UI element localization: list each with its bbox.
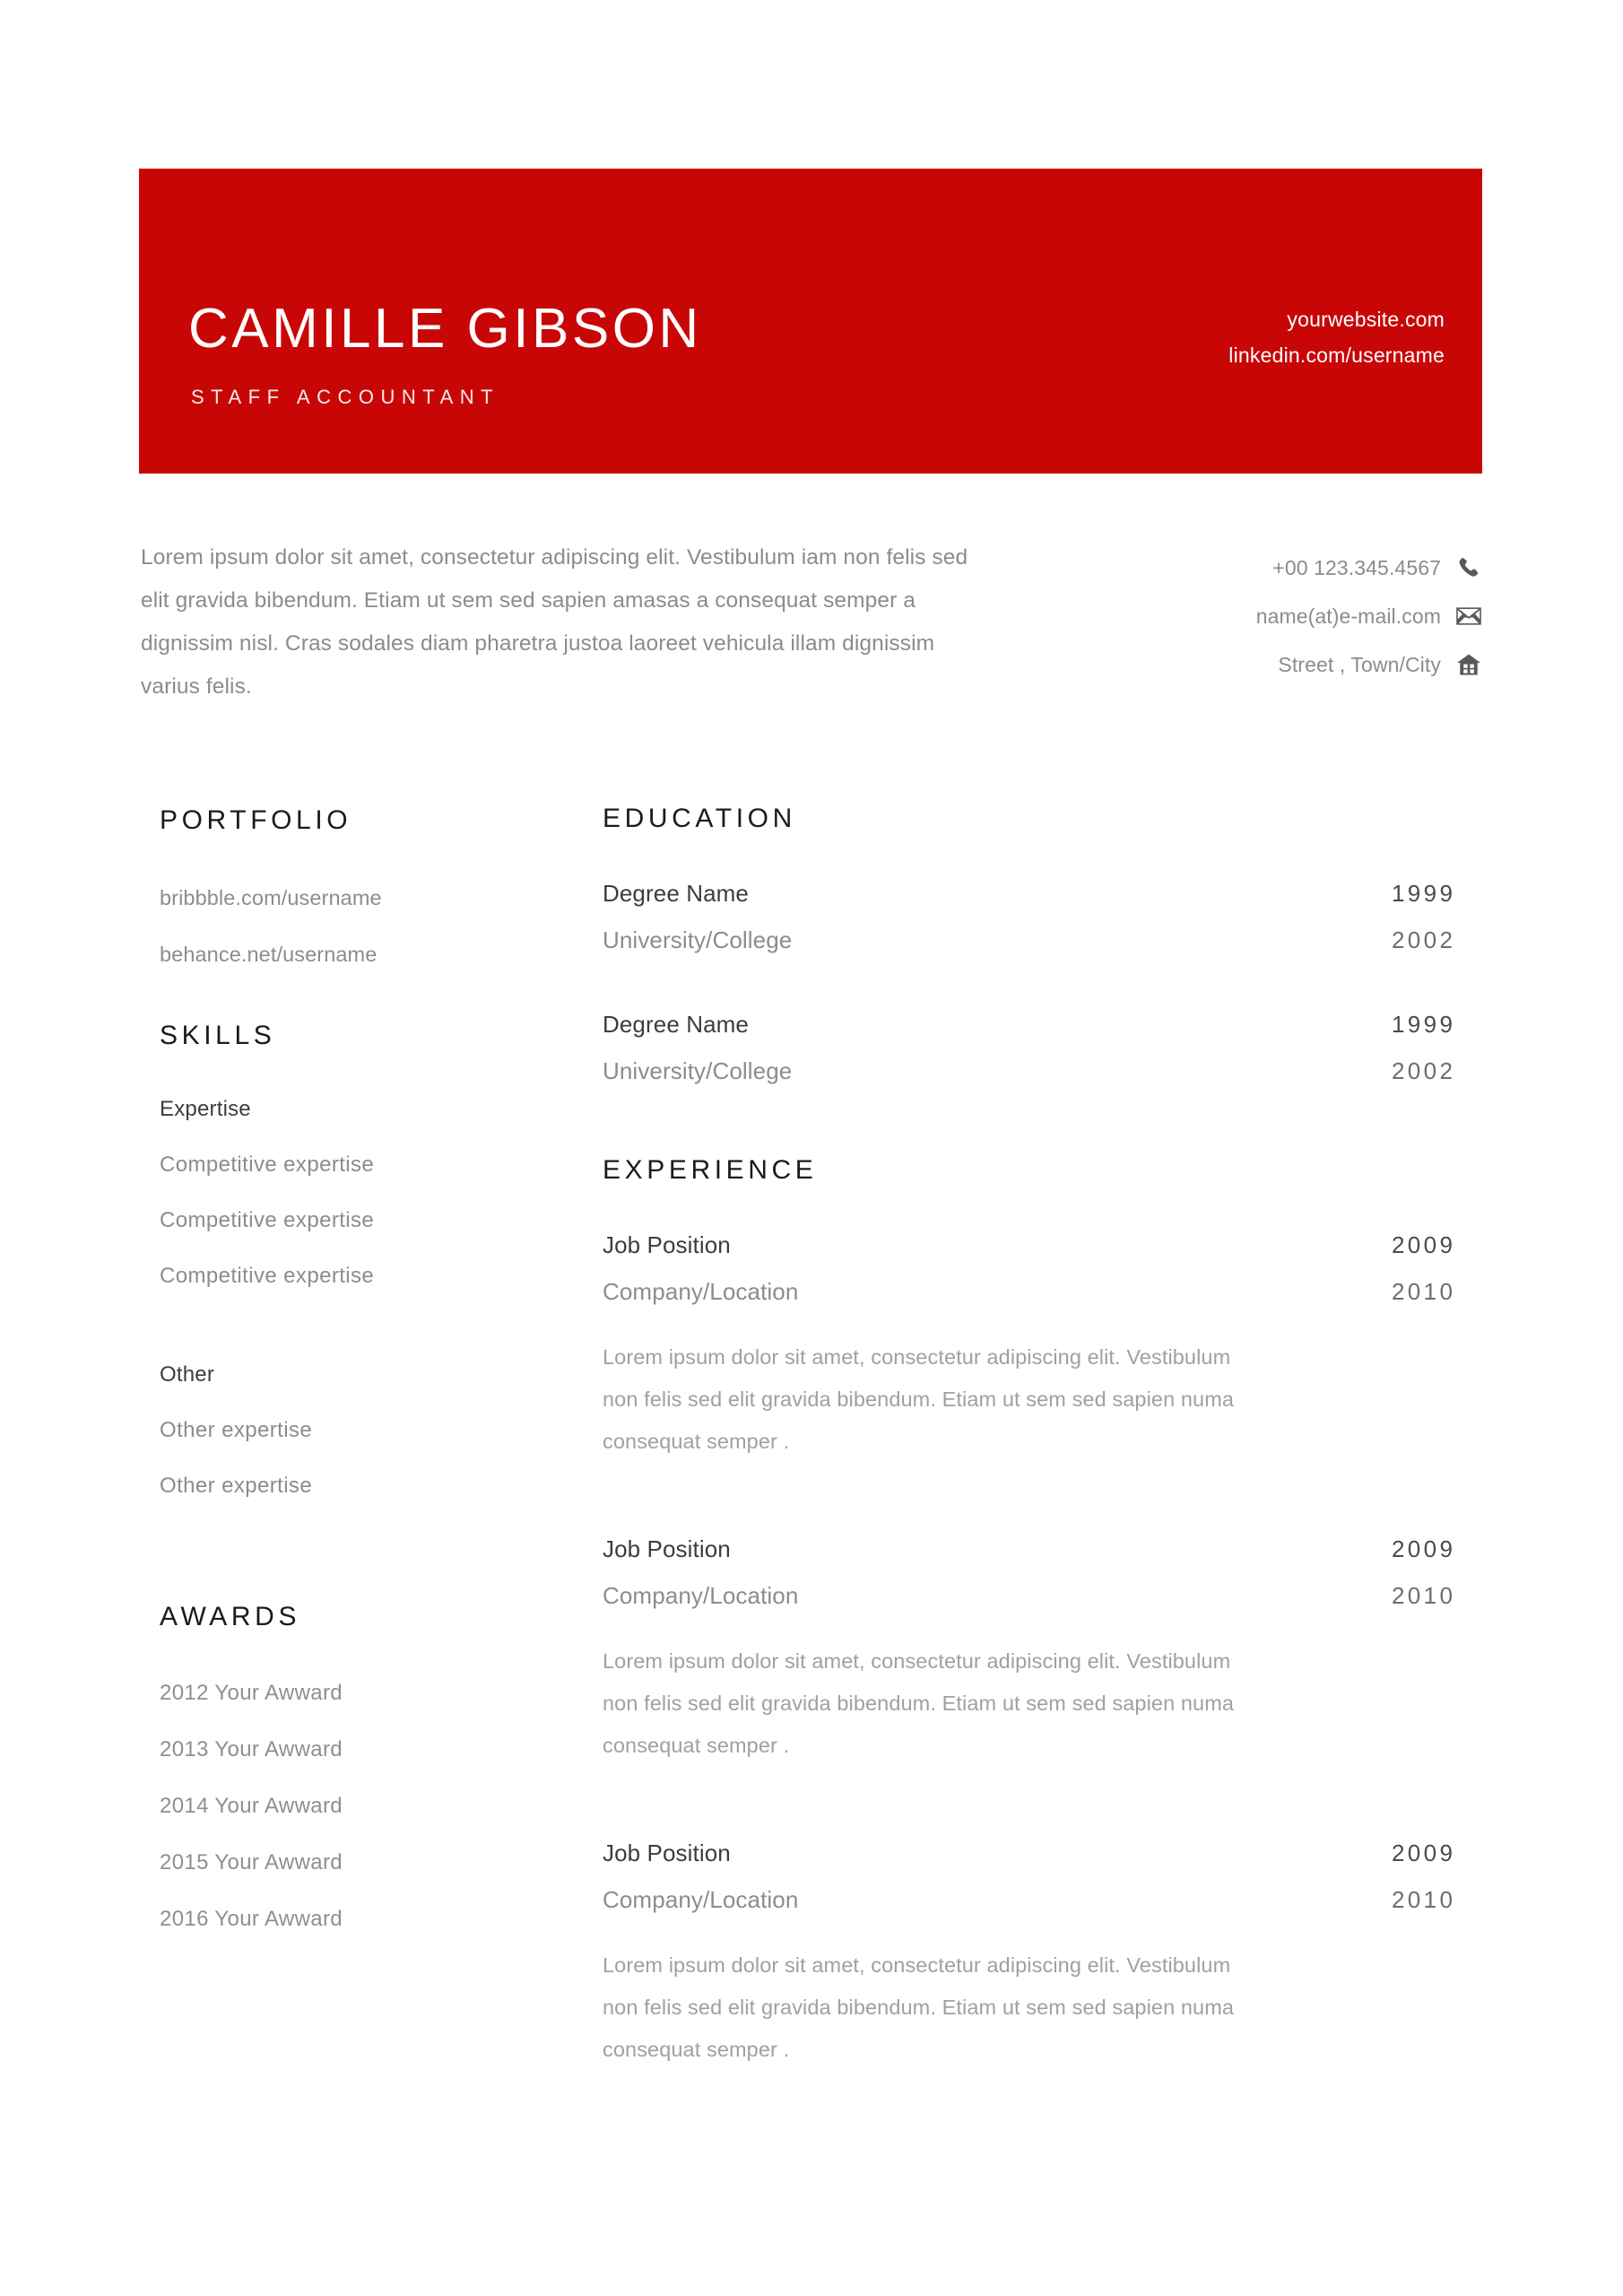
section-title-awards: AWARDS: [160, 1602, 301, 1631]
header-banner: [139, 169, 1482, 474]
degree-name: Degree Name: [603, 880, 749, 907]
entry-row-primary: [603, 1222, 1456, 1268]
contact-row-phone: [1106, 544, 1482, 592]
entry-year-start: 2009: [1391, 1839, 1456, 1866]
entry-row-primary: [603, 1001, 1456, 1048]
section-title-experience: EXPERIENCE: [603, 1155, 818, 1185]
entry-year-start: 2009: [1391, 1231, 1456, 1258]
experience-entry-list: [603, 1222, 1456, 2071]
experience-entry: [603, 1222, 1456, 1463]
entry-year-end: 2002: [1391, 1057, 1456, 1084]
list-item: 2016 Your Awward: [160, 1907, 343, 1931]
entry-year-start: 1999: [1391, 880, 1456, 907]
list-item: 2014 Your Awward: [160, 1794, 343, 1818]
degree-name: Degree Name: [603, 1011, 749, 1038]
right-column: [603, 804, 1456, 2109]
job-position: Job Position: [603, 1231, 731, 1258]
company-location: Company/Location: [603, 1582, 799, 1609]
skills-group-expertise: [160, 1082, 545, 1304]
job-position: Job Position: [603, 1839, 731, 1866]
job-description: Lorem ipsum dolor sit amet, consectetur adipiscing elit. Vestibulum non felis sed elit gravida bibendum. Etiam ut sem sed sapien numa consequat semper .: [603, 1953, 1235, 2061]
left-column: [160, 807, 545, 1947]
candidate-name: CAMILLE GIBSON: [188, 298, 702, 360]
email-address: name(at)e-mail.com: [1255, 604, 1441, 628]
entry-year-start: 2009: [1391, 1535, 1456, 1562]
education-entry-list: [603, 870, 1456, 1094]
list-item: 2015 Your Awward: [160, 1850, 343, 1874]
entry-row-secondary: [603, 917, 1456, 963]
list-item: Competitive expertise: [160, 1264, 375, 1288]
envelope-icon: [1455, 603, 1482, 630]
skill-group-label: Expertise: [160, 1097, 251, 1121]
candidate-job-title: STAFF ACCOUNTANT: [191, 386, 500, 408]
list-item[interactable]: behance.net/username: [160, 943, 378, 966]
list-item[interactable]: bribbble.com/username: [160, 886, 382, 909]
entry-row-primary: [603, 1830, 1456, 1876]
entry-year-end: 2002: [1391, 926, 1456, 953]
contact-row-email: [1106, 592, 1482, 640]
entry-row-secondary: [603, 1572, 1456, 1619]
skills-group-other: [160, 1347, 545, 1514]
list-item: Competitive expertise: [160, 1152, 375, 1177]
entry-row-secondary: [603, 1048, 1456, 1094]
awards-list: [160, 1665, 545, 1947]
section-title-portfolio: PORTFOLIO: [160, 805, 352, 835]
website-link[interactable]: yourwebsite.com: [1287, 308, 1445, 331]
experience-entry: [603, 1830, 1456, 2071]
institution-name: University/College: [603, 1057, 793, 1084]
company-location: Company/Location: [603, 1886, 799, 1913]
entry-year-start: 1999: [1391, 1011, 1456, 1038]
contact-block: [1106, 544, 1482, 689]
entry-year-end: 2010: [1391, 1278, 1456, 1305]
contact-row-address: [1106, 640, 1482, 689]
job-description: Lorem ipsum dolor sit amet, consectetur adipiscing elit. Vestibulum non felis sed elit gravida bibendum. Etiam ut sem sed sapien numa consequat semper .: [603, 1345, 1235, 1453]
phone-number: +00 123.345.4567: [1272, 555, 1441, 579]
list-item: 2012 Your Awward: [160, 1681, 343, 1705]
education-entry: [603, 1001, 1456, 1094]
entry-year-end: 2010: [1391, 1886, 1456, 1913]
phone-icon: [1455, 554, 1482, 581]
section-title-skills: SKILLS: [160, 1021, 276, 1050]
entry-row-primary: [603, 1526, 1456, 1572]
entry-row-secondary: [603, 1876, 1456, 1923]
job-position: Job Position: [603, 1535, 731, 1562]
header-links: [1228, 301, 1445, 373]
profile-summary: Lorem ipsum dolor sit amet, consectetur adipiscing elit. Vestibulum iam non felis sed elit gravida bibendum. Etiam ut sem sed sapien amasas a consequat semper a dignissim nisl. Cras sodales diam pharetra justoa laoreet vehicula illam dignissim varius felis.: [141, 545, 968, 699]
building-icon: [1455, 651, 1482, 678]
institution-name: University/College: [603, 926, 793, 953]
education-entry: [603, 870, 1456, 963]
skill-group-label: Other: [160, 1362, 215, 1387]
entry-row-secondary: [603, 1268, 1456, 1315]
street-address: Street , Town/City: [1278, 652, 1441, 676]
list-item: Other expertise: [160, 1474, 313, 1498]
list-item: 2013 Your Awward: [160, 1737, 343, 1761]
list-item: Other expertise: [160, 1418, 313, 1442]
entry-year-end: 2010: [1391, 1582, 1456, 1609]
section-title-education: EDUCATION: [603, 804, 796, 833]
portfolio-link-list: [160, 870, 545, 983]
linkedin-link[interactable]: linkedin.com/username: [1228, 344, 1445, 367]
experience-entry: [603, 1526, 1456, 1767]
company-location: Company/Location: [603, 1278, 799, 1305]
job-description: Lorem ipsum dolor sit amet, consectetur adipiscing elit. Vestibulum non felis sed elit gravida bibendum. Etiam ut sem sed sapien numa consequat semper .: [603, 1649, 1235, 1757]
entry-row-primary: [603, 870, 1456, 917]
list-item: Competitive expertise: [160, 1208, 375, 1232]
